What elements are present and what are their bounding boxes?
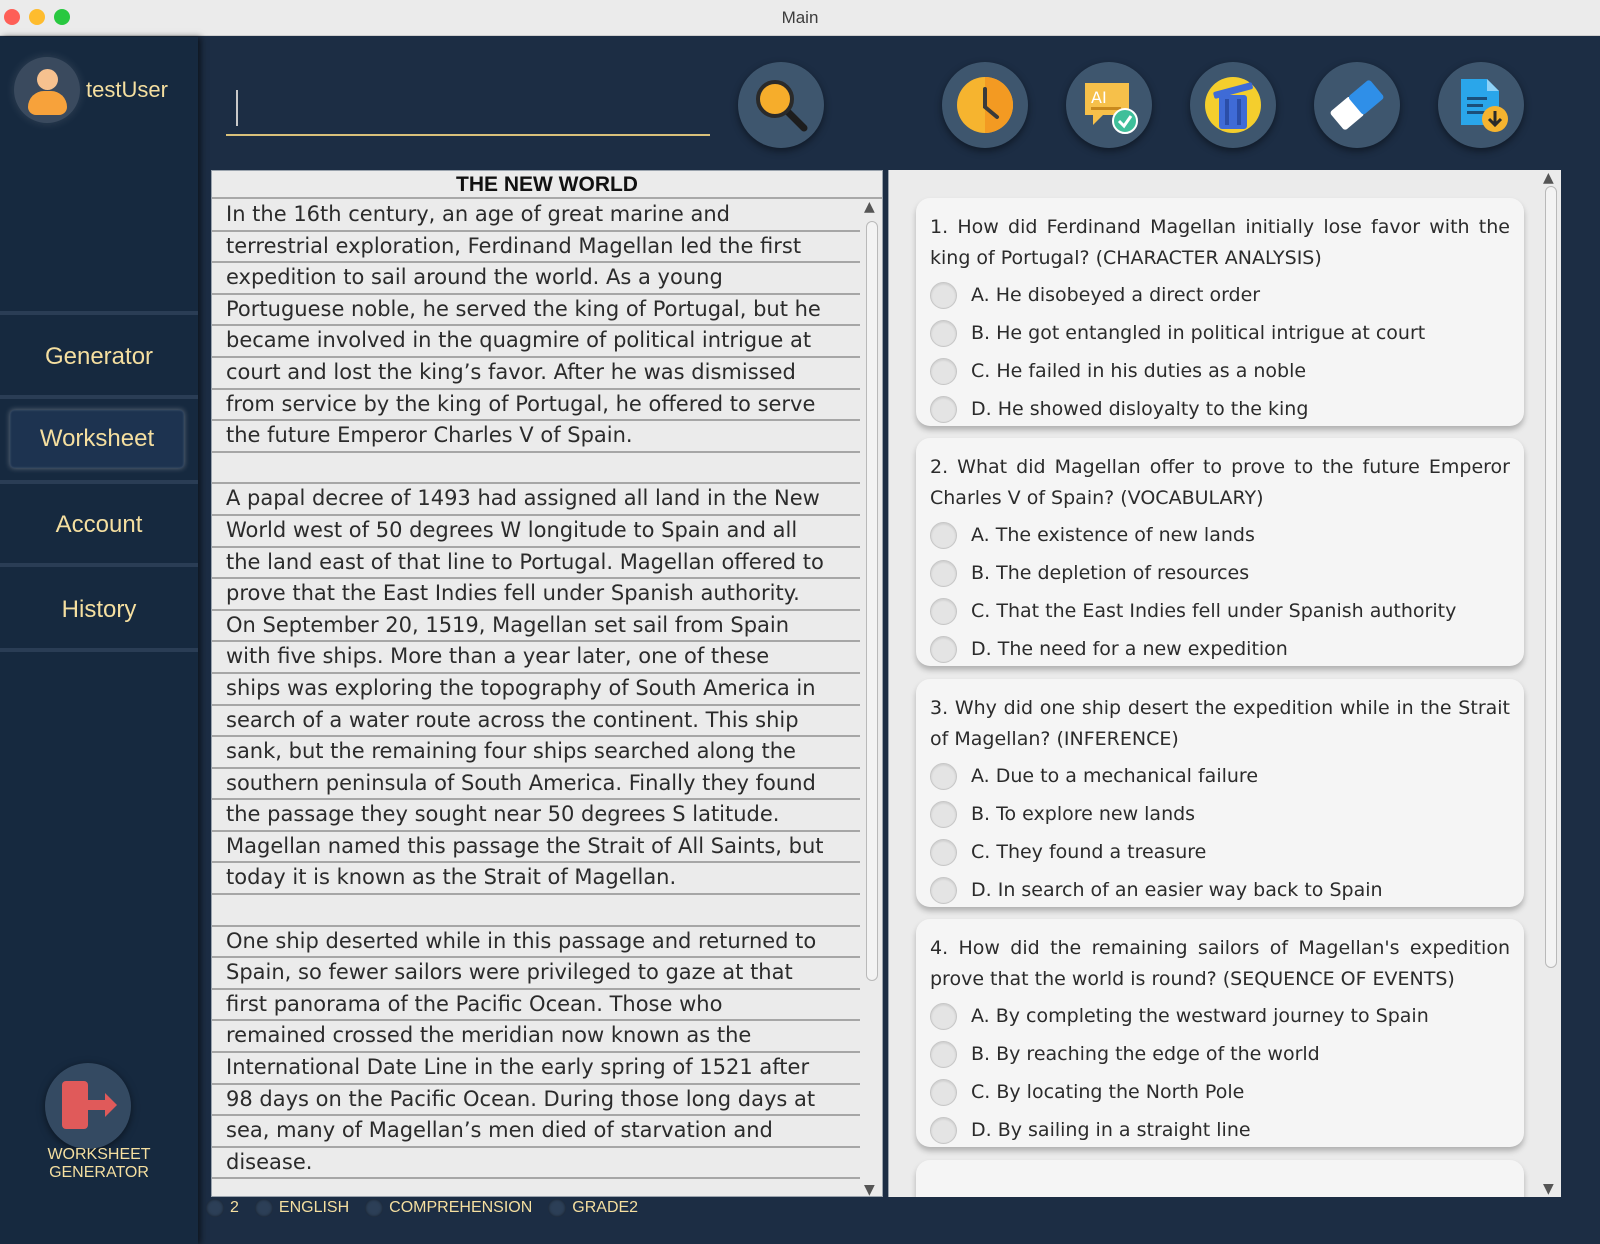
search-button[interactable] — [738, 62, 824, 148]
passage-line: expedition to sail around the world. As a young — [212, 263, 860, 295]
radio-button[interactable] — [930, 522, 957, 549]
history-button[interactable] — [942, 62, 1028, 148]
passage-line: On September 20, 1519, Magellan set sail from Spain — [212, 611, 860, 643]
radio-button[interactable] — [930, 763, 957, 790]
passage-scrollbar[interactable] — [862, 199, 880, 1197]
question-card — [916, 438, 1524, 666]
answer-option[interactable] — [930, 1037, 1510, 1071]
question-card — [916, 679, 1524, 907]
answer-option-label: B. By reaching the edge of the world — [971, 1043, 1320, 1065]
answer-option[interactable] — [930, 278, 1510, 312]
answer-option-label: A. By completing the westward journey to Spain — [971, 1005, 1429, 1027]
answer-option[interactable] — [930, 518, 1510, 552]
nav-divider — [0, 311, 198, 315]
status-dot-icon — [548, 1199, 566, 1217]
answer-option-label: C. By locating the North Pole — [971, 1081, 1245, 1103]
radio-button[interactable] — [930, 282, 957, 309]
ai-check-button[interactable] — [1066, 62, 1152, 148]
status-chip — [206, 1199, 239, 1217]
user-profile — [14, 57, 168, 123]
passage-line: from service by the king of Portugal, he offered to serve — [212, 390, 860, 422]
passage-line: ships was exploring the topography of South America in — [212, 674, 860, 706]
radio-button[interactable] — [930, 358, 957, 385]
answer-option-label: A. He disobeyed a direct order — [971, 284, 1261, 306]
passage-line: One ship deserted while in this passage and returned to — [212, 927, 860, 959]
answer-option[interactable] — [930, 1075, 1510, 1109]
passage-line: terrestrial exploration, Ferdinand Magellan led the first — [212, 232, 860, 264]
sidebar-item-history[interactable]: History — [61, 596, 137, 623]
nav-divider — [0, 563, 198, 567]
radio-button[interactable] — [930, 636, 957, 663]
passage-line: court and lost the king’s favor. After he was dismissed — [212, 358, 860, 390]
logout-button[interactable] — [45, 1063, 131, 1149]
status-label: GRADE2 — [572, 1199, 639, 1216]
answer-option[interactable] — [930, 316, 1510, 350]
radio-button[interactable] — [930, 877, 957, 904]
passage-line: disease. — [212, 1148, 860, 1180]
svg-text:AI: AI — [1091, 88, 1107, 107]
question-card — [916, 1160, 1524, 1197]
passage-line — [212, 895, 860, 927]
passage-line: first panorama of the Pacific Ocean. Those who — [212, 990, 860, 1022]
question-text: 2. What did Magellan offer to prove to the future Emperor Charles V of Spain? (VOCABULARY) — [930, 456, 1510, 509]
passage-line: the passage they sought near 50 degrees S latitude. — [212, 800, 860, 832]
question-card — [916, 919, 1524, 1147]
eraser-icon — [1327, 75, 1387, 135]
status-dot-icon — [365, 1199, 383, 1217]
download-document-icon — [1451, 75, 1511, 135]
answer-option-label: C. They found a treasure — [971, 841, 1207, 863]
passage-line: became involved in the quagmire of political intrigue at — [212, 326, 860, 358]
questions-scrollbar[interactable] — [1541, 170, 1559, 1197]
erase-button[interactable] — [1314, 62, 1400, 148]
passage-line: Magellan named this passage the Strait of All Saints, but — [212, 832, 860, 864]
window-titlebar — [0, 0, 1600, 36]
reading-passage-panel — [211, 170, 883, 1197]
passage-title: THE NEW WORLD — [212, 171, 882, 199]
scrollbar-thumb[interactable] — [1545, 186, 1557, 968]
passage-line: Portuguese noble, he served the king of Portugal, but he — [212, 295, 860, 327]
logout-arrowhead-icon — [105, 1093, 117, 1117]
radio-button[interactable] — [930, 1041, 957, 1068]
status-label: 2 — [230, 1199, 239, 1216]
status-label: COMPREHENSION — [389, 1199, 533, 1216]
search-field[interactable] — [226, 80, 710, 136]
radio-button[interactable] — [930, 320, 957, 347]
passage-lines — [212, 200, 860, 1179]
avatar-head-icon — [37, 69, 58, 90]
passage-line: A papal decree of 1493 had assigned all land in the New — [212, 484, 860, 516]
search-input[interactable] — [226, 80, 710, 134]
passage-line: search of a water route across the continent. This ship — [212, 706, 860, 738]
answer-option-label: C. He failed in his duties as a noble — [971, 360, 1307, 382]
status-bar — [206, 1194, 654, 1222]
passage-line: International Date Line in the early spring of 1521 after — [212, 1053, 860, 1085]
sidebar-item-worksheet[interactable]: Worksheet — [10, 410, 184, 468]
status-dot-icon — [206, 1199, 224, 1217]
status-chip — [255, 1199, 349, 1217]
username: testUser — [86, 77, 168, 102]
avatar[interactable] — [14, 57, 80, 123]
question-text: 3. Why did one ship desert the expedition while in the Strait of Magellan? (INFERENCE) — [930, 697, 1510, 750]
radio-button[interactable] — [930, 1003, 957, 1030]
radio-button[interactable] — [930, 839, 957, 866]
question-text: 4. How did the remaining sailors of Magellan's expedition prove that the world is round? (SEQUENCE OF EVENTS) — [930, 937, 1510, 990]
answer-option[interactable] — [930, 594, 1510, 628]
scroll-down-icon[interactable]: ▼ — [864, 1182, 875, 1197]
sidebar-item-account[interactable]: Account — [55, 511, 143, 538]
sidebar — [0, 37, 198, 1244]
answer-option[interactable] — [930, 797, 1510, 831]
answer-option-label: D. In search of an easier way back to Spain — [971, 879, 1383, 901]
answer-option[interactable] — [930, 1113, 1510, 1147]
sidebar-item-generator[interactable]: Generator — [44, 343, 154, 370]
answer-option-label: D. He showed disloyalty to the king — [971, 398, 1309, 420]
scrollbar-thumb[interactable] — [866, 221, 878, 981]
scroll-down-icon[interactable]: ▼ — [1543, 1181, 1554, 1197]
radio-button[interactable] — [930, 396, 957, 423]
answer-option-label: B. He got entangled in political intrigue at court — [971, 322, 1426, 344]
nav-divider — [0, 648, 198, 652]
answer-option-label: B. To explore new lands — [971, 803, 1196, 825]
radio-button[interactable] — [930, 1079, 957, 1106]
radio-button[interactable] — [930, 1117, 957, 1144]
answer-option[interactable] — [930, 873, 1510, 907]
radio-button[interactable] — [930, 560, 957, 587]
answer-option-label: C. That the East Indies fell under Spanish authority — [971, 600, 1457, 622]
search-icon — [751, 75, 811, 135]
passage-line: the future Emperor Charles V of Spain. — [212, 421, 860, 453]
answer-option-label: D. The need for a new expedition — [971, 638, 1288, 660]
answer-option[interactable] — [930, 999, 1510, 1033]
passage-line: the land east of that line to Portugal. Magellan offered to — [212, 548, 860, 580]
scroll-up-icon[interactable]: ▲ — [1543, 170, 1554, 186]
nav-divider — [0, 395, 198, 399]
radio-button[interactable] — [930, 801, 957, 828]
trash-icon — [1203, 75, 1263, 135]
passage-line: remained crossed the meridian now known as the — [212, 1021, 860, 1053]
passage-line: sank, but the remaining four ships searched along the — [212, 737, 860, 769]
radio-button[interactable] — [930, 598, 957, 625]
answer-option[interactable] — [930, 632, 1510, 666]
answer-option[interactable] — [930, 759, 1510, 793]
passage-line: with five ships. More than a year later, one of these — [212, 642, 860, 674]
passage-line: World west of 50 degrees W longitude to Spain and all — [212, 516, 860, 548]
answer-option-label: A. Due to a mechanical failure — [971, 765, 1259, 787]
answer-option[interactable] — [930, 835, 1510, 869]
passage-line: today it is known as the Strait of Magellan. — [212, 863, 860, 895]
passage-line: Spain, so fewer sailors were privileged to gaze at that — [212, 958, 860, 990]
passage-line: prove that the East Indies fell under Spanish authority. — [212, 579, 860, 611]
passage-line: 98 days on the Pacific Ocean. During those long days at — [212, 1085, 860, 1117]
scroll-up-icon[interactable]: ▲ — [864, 199, 875, 215]
passage-line: sea, many of Magellan’s men died of starvation and — [212, 1116, 860, 1148]
status-chip — [548, 1199, 638, 1217]
app-brand: WORKSHEET GENERATOR — [47, 1146, 151, 1181]
passage-line: southern peninsula of South America. Finally they found — [212, 769, 860, 801]
answer-option[interactable] — [930, 556, 1510, 590]
status-label: ENGLISH — [278, 1199, 350, 1216]
status-chip — [365, 1199, 532, 1217]
questions-panel — [888, 170, 1561, 1197]
history-clock-icon — [955, 75, 1015, 135]
status-dot-icon — [255, 1199, 273, 1217]
download-button[interactable] — [1438, 62, 1524, 148]
answer-option-label: D. By sailing in a straight line — [971, 1119, 1251, 1141]
answer-option-label: A. The existence of new lands — [971, 524, 1255, 546]
clear-button[interactable] — [1190, 62, 1276, 148]
passage-line — [212, 453, 860, 485]
avatar-body-icon — [28, 91, 67, 115]
answer-option[interactable] — [930, 354, 1510, 388]
window-title: Main — [781, 8, 819, 27]
answer-option[interactable] — [930, 392, 1510, 426]
answer-option-label: B. The depletion of resources — [971, 562, 1250, 584]
question-text: 1. How did Ferdinand Magellan initially lose favor with the king of Portugal? (CHARACTER ANALYSIS) — [930, 216, 1510, 269]
ai-check-icon — [1079, 75, 1139, 135]
text-caret — [236, 90, 238, 126]
question-card — [916, 198, 1524, 426]
passage-line: In the 16th century, an age of great marine and — [212, 200, 860, 232]
nav-divider — [0, 480, 198, 484]
